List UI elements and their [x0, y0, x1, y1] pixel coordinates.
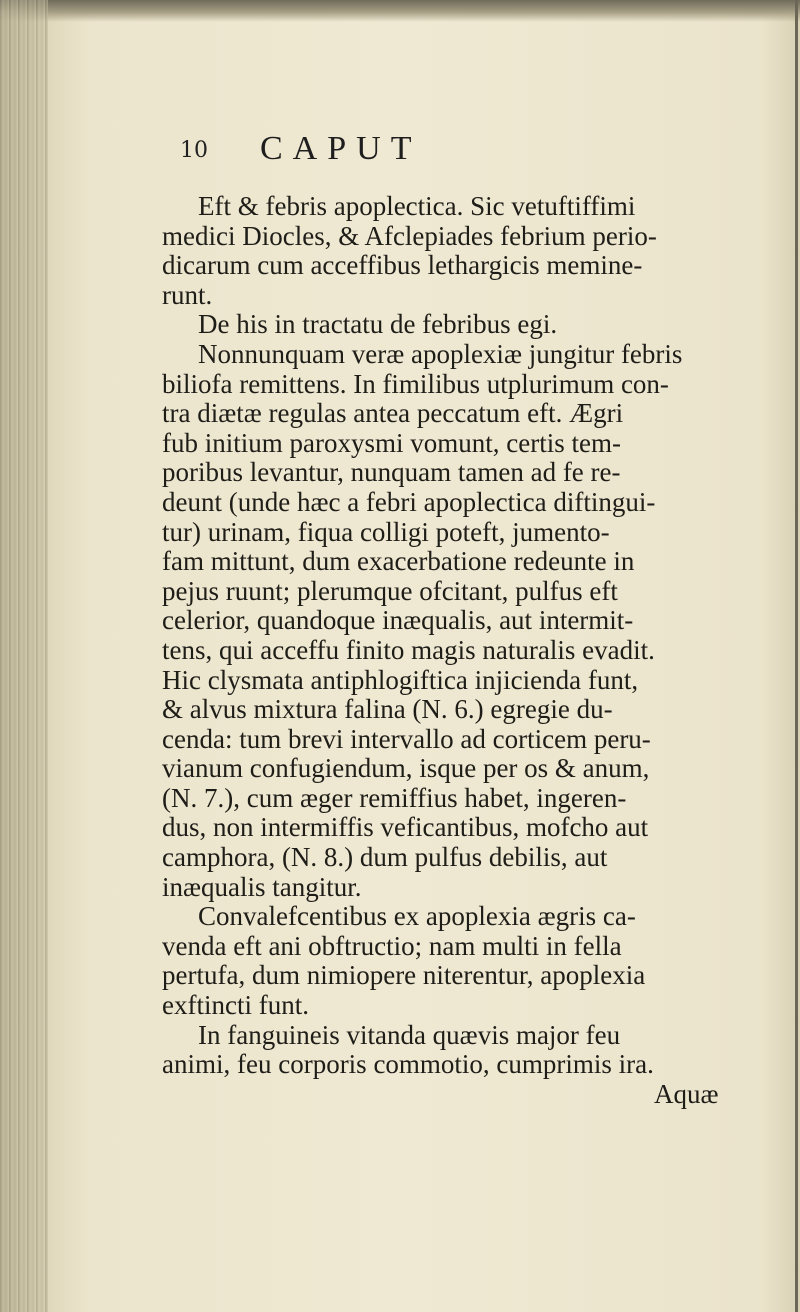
text-line: Convalefcentibus ex apoplexia ægris ca-	[198, 901, 636, 932]
text-line: animi, feu corporis commotio, cumprimis ira.	[162, 1049, 654, 1080]
text-line: Eft & febris apoplectica. Sic vetuftiffimi	[198, 191, 636, 221]
text-line: fam mittunt, dum exacerbatione redeunte in	[162, 546, 635, 577]
running-head: CAPUT	[260, 130, 422, 167]
text-line: In fanguineis vitanda quævis major feu	[198, 1019, 621, 1050]
catchword: Aquæ	[654, 1078, 719, 1109]
text-line: Nonnunquam veræ apoplexiæ jungitur febris	[198, 338, 683, 369]
text-line: camphora, (N. 8.) dum pulfus debilis, aut	[162, 842, 608, 873]
text-line: tra diætæ regulas antea peccatum eft. Ægri	[162, 398, 624, 429]
page-number: 10	[180, 138, 208, 163]
text-line: medici Diocles, & Afclepiades febrium perio-	[162, 220, 657, 251]
text-line: celerior, quandoque inæqualis, aut intermit-	[162, 605, 634, 636]
page-header	[180, 130, 580, 178]
body-text	[162, 192, 792, 1109]
text-line: venda eft ani obftructio; nam multi in fella	[162, 930, 622, 961]
text-line: fub initium paroxysmi vomunt, certis tem-	[162, 427, 621, 458]
text-line: inæqualis tangitur.	[162, 871, 362, 902]
text-line: runt.	[162, 279, 213, 310]
text-line: & alvus mixtura falina (N. 6.) egregie du-	[162, 694, 613, 725]
text-line: deunt (unde hæc a febri apoplectica diftingui-	[162, 486, 656, 517]
text-line: (N. 7.), cum æger remiffius habet, ingeren-	[162, 782, 627, 813]
text-line: exftincti funt.	[162, 990, 309, 1021]
text-line: poribus levantur, nunquam tamen ad fe re-	[162, 457, 621, 488]
page-gutter	[0, 0, 48, 1312]
text-line: tens, qui acceffu finito magis naturalis evadit.	[162, 634, 655, 665]
page-edge-rule	[795, 0, 798, 1312]
text-line: dus, non intermiffis veficantibus, mofcho aut	[162, 812, 649, 843]
page-top-shadow	[0, 0, 800, 22]
text-line: pejus ruunt; plerumque ofcitant, pulfus eft	[162, 575, 618, 606]
text-line: tur) urinam, fiqua colligi poteft, jumento-	[162, 516, 610, 547]
text-line: De his in tractatu de febribus egi.	[198, 309, 558, 340]
text-line: dicarum cum acceffibus lethargicis memine-	[162, 250, 643, 281]
text-line: vianum confugiendum, isque per os & anum,	[162, 753, 650, 784]
text-line: pertufa, dum nimiopere niterentur, apoplexia	[162, 960, 646, 991]
text-line: cenda: tum brevi intervallo ad corticem peru-	[162, 723, 651, 754]
text-line: Hic clysmata antiphlogiftica injicienda funt,	[162, 664, 639, 695]
text-line: biliofa remittens. In fimilibus utplurimum con-	[162, 368, 669, 399]
